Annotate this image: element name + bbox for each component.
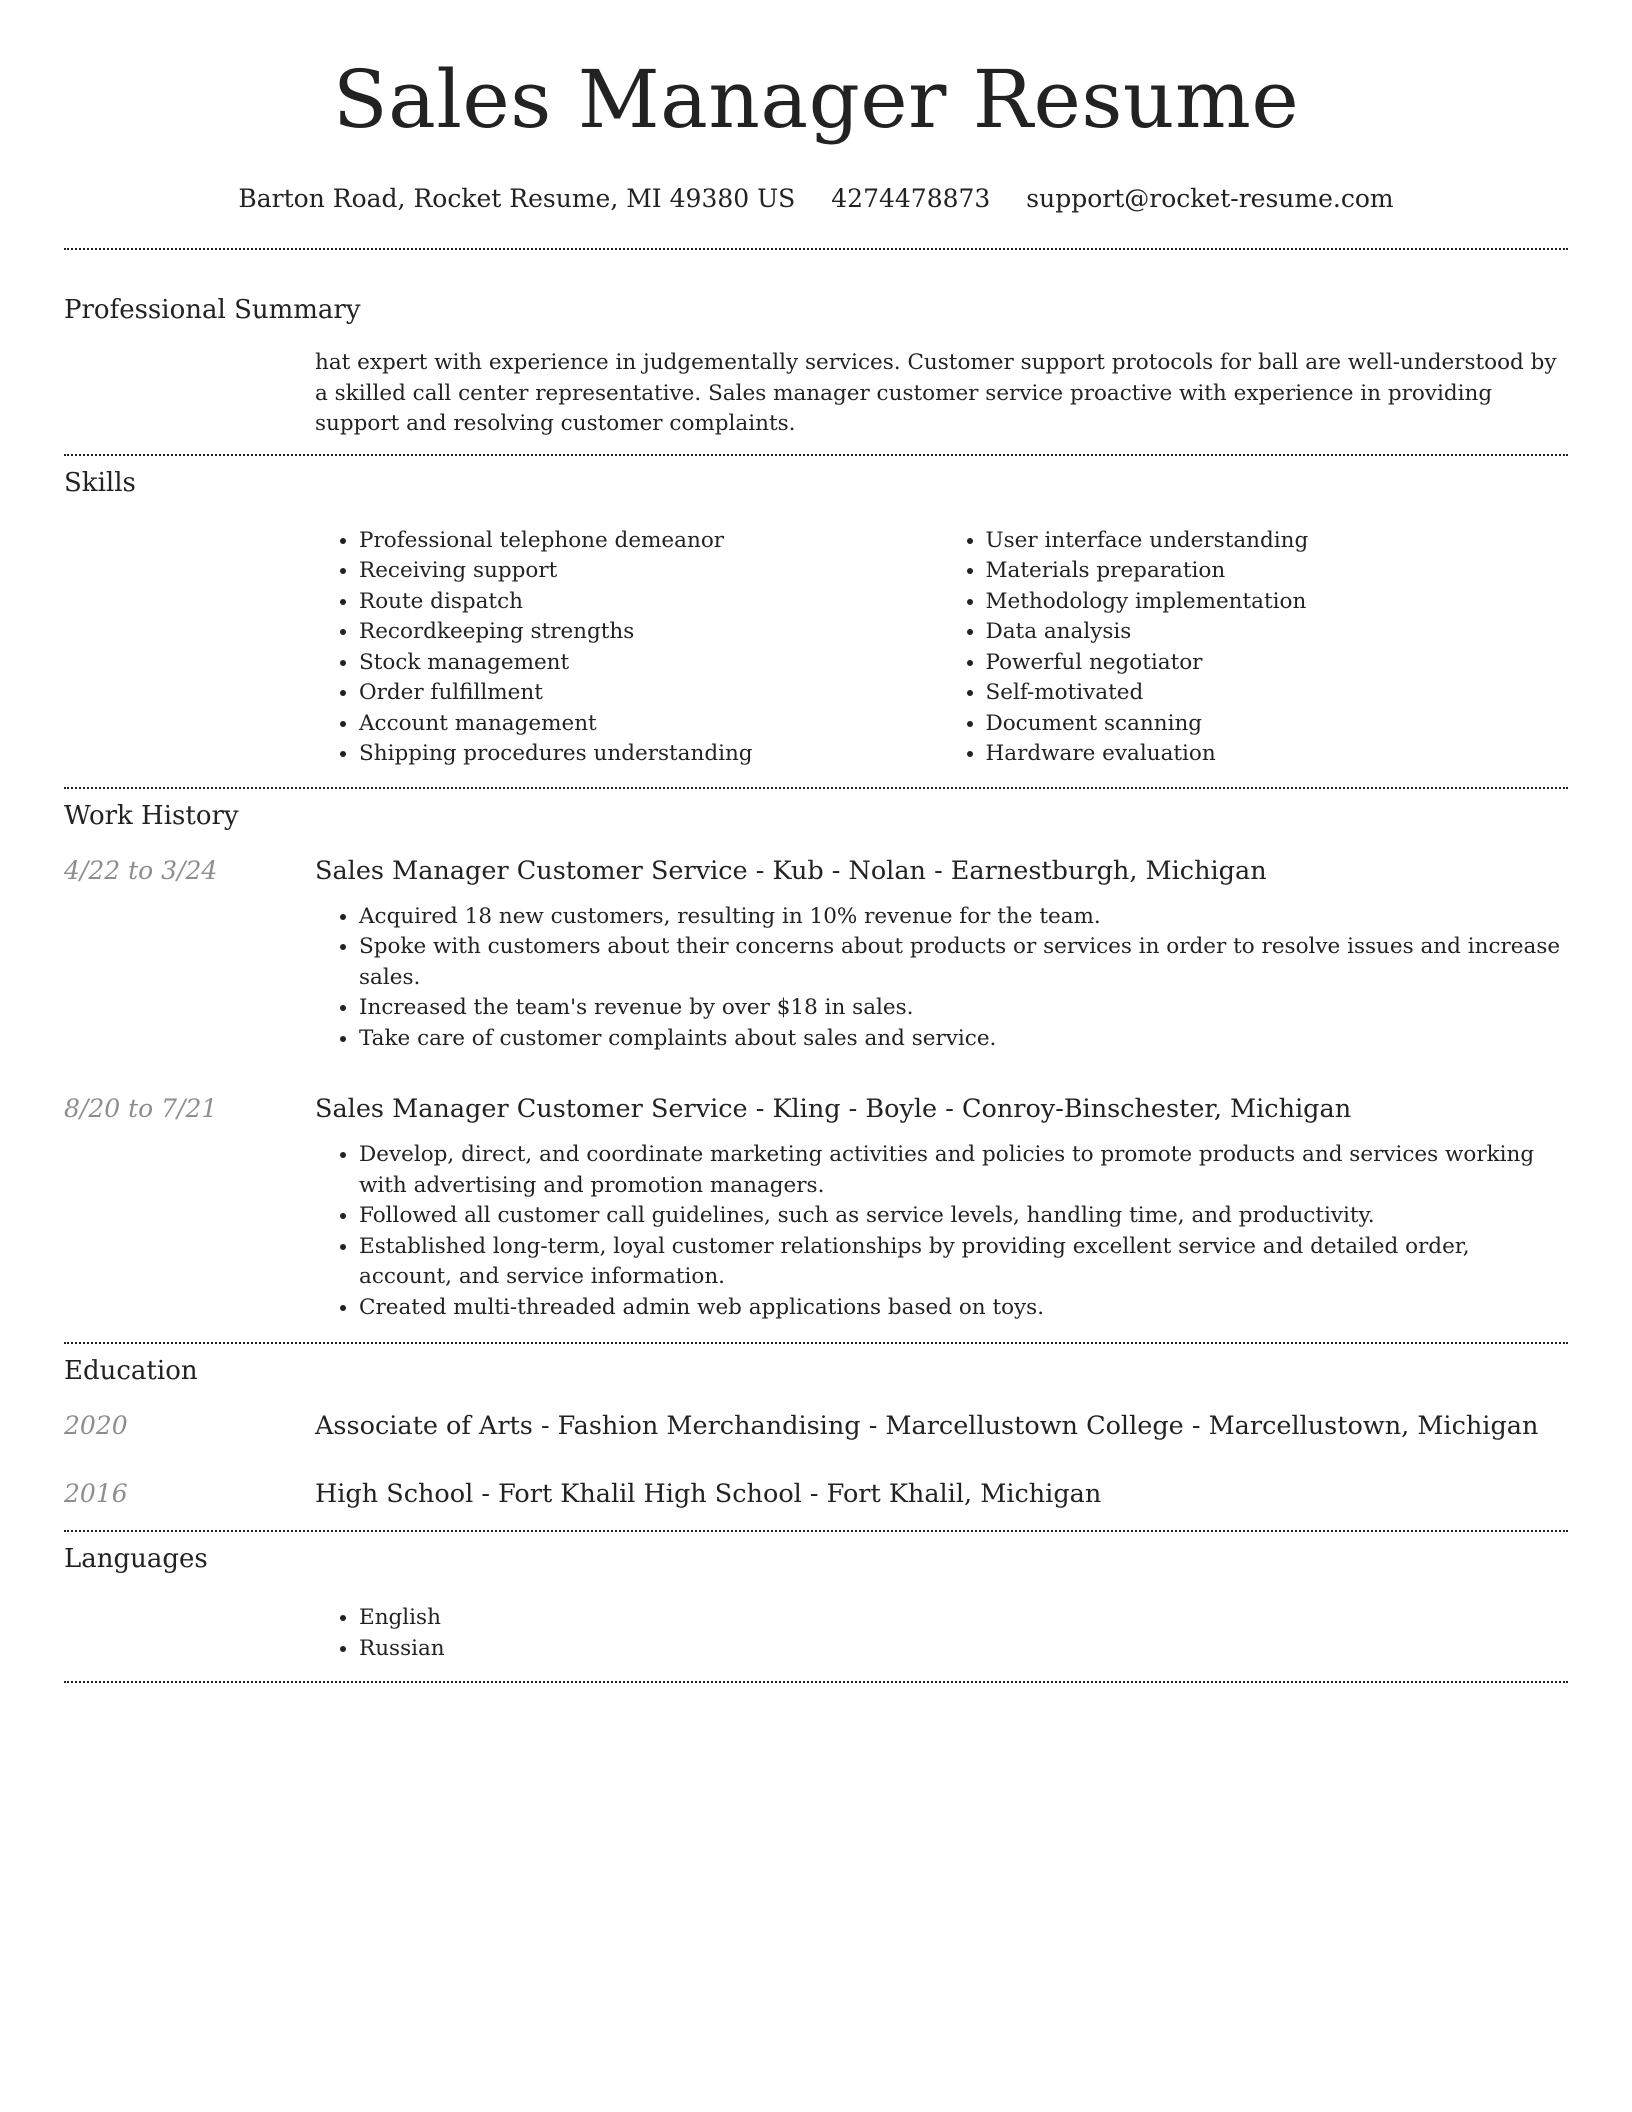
- job-title: Sales Manager Customer Service - Kling - Boyle - Conroy-Binschester, Michigan: [315, 1094, 1352, 1124]
- skill-item: • User interface understanding: [986, 526, 1569, 557]
- job-bullets: [315, 1140, 1568, 1323]
- section-divider: [64, 1530, 1568, 1532]
- summary-text: hat expert with experience in judgementally services. Customer support protocols for ball are well-understood by a skilled call center representative. Sales manager customer service proactive with experience in providing support and resolving customer complaints.: [315, 350, 1557, 436]
- job-details: [315, 1140, 1568, 1323]
- language-item: • Russian: [359, 1634, 1568, 1665]
- job-dates: 8/20 to 7/21: [64, 1094, 218, 1123]
- job-bullet: • Increased the team's revenue by over $18 in sales.: [359, 993, 1568, 1024]
- work-heading: Work History: [64, 800, 239, 831]
- skills-list-left: [315, 526, 942, 770]
- section-divider: [64, 787, 1568, 789]
- resume-title: Sales Manager Resume: [332, 53, 1300, 146]
- skill-item: • Methodology implementation: [986, 587, 1569, 618]
- skill-item: • Hardware evaluation: [986, 739, 1569, 770]
- education-year: 2016: [64, 1479, 128, 1508]
- job-bullet: • Acquired 18 new customers, resulting in 10% revenue for the team.: [359, 902, 1568, 933]
- skills-list-right: [942, 526, 1569, 770]
- skill-item: • Powerful negotiator: [986, 648, 1569, 679]
- job-bullets: [315, 902, 1568, 1055]
- skill-item: • Document scanning: [986, 709, 1569, 740]
- education-entry: [64, 1479, 1568, 1509]
- languages-heading: Languages: [64, 1544, 208, 1574]
- skill-item: • Professional telephone demeanor: [359, 526, 942, 557]
- contact-address: Barton Road, Rocket Resume, MI 49380 US: [238, 184, 796, 213]
- skill-item: • Data analysis: [986, 617, 1569, 648]
- education-text: Associate of Arts - Fashion Merchandising - Marcellustown College - Marcellustown, Michigan: [315, 1411, 1539, 1441]
- section-divider: [64, 454, 1568, 456]
- skill-item: • Shipping procedures understanding: [359, 739, 942, 770]
- section-divider: [64, 1681, 1568, 1683]
- education-entry: [64, 1411, 1568, 1441]
- summary-section: [315, 348, 1568, 440]
- job-bullet: • Created multi-threaded admin web applications based on toys.: [359, 1293, 1568, 1324]
- section-divider: [64, 248, 1568, 250]
- job-dates: 4/22 to 3/24: [64, 855, 218, 885]
- contact-email: support@rocket-resume.com: [1026, 184, 1394, 213]
- job-entry: [64, 856, 1568, 886]
- job-title: Sales Manager Customer Service - Kub - Nolan - Earnestburgh, Michigan: [315, 855, 1267, 886]
- skill-item: • Receiving support: [359, 556, 942, 587]
- skill-item: • Self-motivated: [986, 678, 1569, 709]
- skills-heading: Skills: [64, 467, 136, 498]
- skill-item: • Recordkeeping strengths: [359, 617, 942, 648]
- education-heading: Education: [64, 1356, 198, 1386]
- skill-item: • Route dispatch: [359, 587, 942, 618]
- contact-phone: 4274478873: [831, 184, 991, 213]
- skills-section: [315, 526, 1568, 770]
- job-bullet: • Develop, direct, and coordinate marketing activities and policies to promote products and services working with advertising and promotion managers.: [359, 1140, 1568, 1201]
- contact-line: [64, 184, 1568, 214]
- section-divider: [64, 1342, 1568, 1344]
- job-bullet: • Spoke with customers about their concerns about products or services in order to resolve issues and increase sales.: [359, 932, 1568, 993]
- summary-heading: Professional Summary: [64, 295, 361, 325]
- education-text: High School - Fort Khalil High School - Fort Khalil, Michigan: [315, 1479, 1102, 1509]
- job-entry: [64, 1094, 1568, 1124]
- job-bullet: • Established long-term, loyal customer relationships by providing excellent service and detailed order, account, and service information.: [359, 1232, 1568, 1293]
- skill-item: • Stock management: [359, 648, 942, 679]
- language-item: • English: [359, 1603, 1568, 1634]
- skill-item: • Materials preparation: [986, 556, 1569, 587]
- job-bullet: • Take care of customer complaints about sales and service.: [359, 1024, 1568, 1055]
- skill-item: • Account management: [359, 709, 942, 740]
- education-year: 2020: [64, 1411, 128, 1440]
- languages-section: [315, 1603, 1568, 1664]
- languages-list: [315, 1603, 1568, 1664]
- skill-item: • Order fulfillment: [359, 678, 942, 709]
- job-details: [315, 902, 1568, 1055]
- job-bullet: • Followed all customer call guidelines, such as service levels, handling time, and productivity.: [359, 1201, 1568, 1232]
